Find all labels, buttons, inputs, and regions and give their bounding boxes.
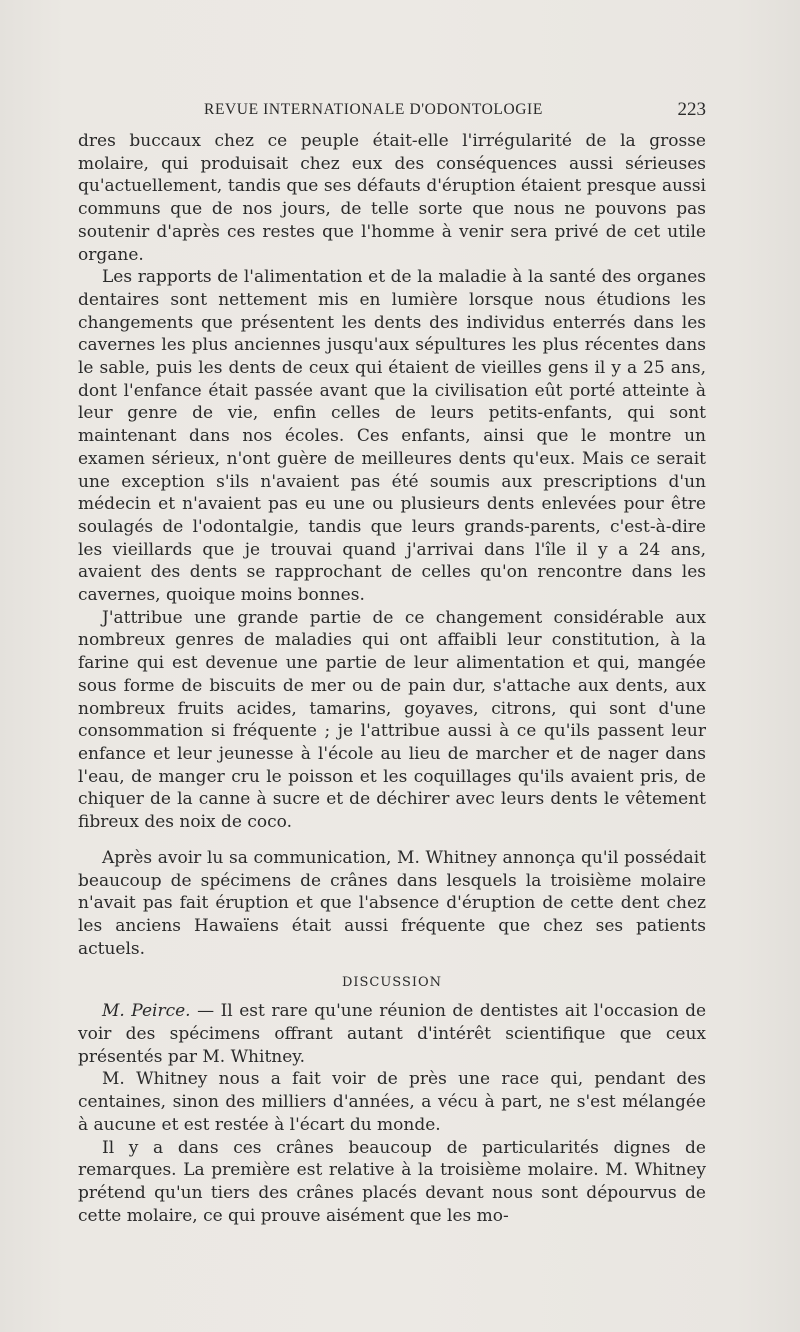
paragraph-continuation: dres buccaux chez ce peuple était-elle l'irrégularité de la grosse molaire, qui produisait chez eux des conséquences aussi sérieuses qu'actuellement, tandis que ses défauts d'éruption étaient presque aussi communs que de nos jours, de telle sorte que nous ne pouvons pas soutenir d'après ces restes que l'homme à venir sera privé de cet utile organe. bbox=[78, 131, 706, 265]
page-number: 223 bbox=[677, 99, 706, 120]
paragraph-alimentation: Les rapports de l'alimentation et de la maladie à la santé des organes dentaires sont nettement mis en lumière lorsque nous étudions les changements que présentent les dents des individus enterrés dans les cavernes les plus anciennes jusqu'aux sépultures les plus récentes dans le sable, puis les dents de ceux qui étaient de vieilles gens il y a 25 ans, dont l'enfance était passée avant que la civilisation eût porté atteinte à leur genre de vie, enfin celles de leurs petits-enfants, qui sont maintenant dans nos écoles. Ces enfants, ainsi que le montre un examen sérieux, n'ont guère de meilleures dents qu'eux. Mais ce serait une exception s'ils n'avaient pas été soumis aux prescriptions d'un médecin et n'avaient pas eu une ou plusieurs dents enlevées pour être soulagés de l'odontalgie, tandis que leurs grands-parents, c'est-à-dire les vieillards que je trouvai quand j'arrivai dans l'île il y a 24 ans, avaient des dents se rapprochant de celles qu'on rencontre dans les cavernes, quoique moins bonnes. bbox=[78, 267, 706, 606]
paragraph-peirce bbox=[78, 1000, 706, 1068]
running-head bbox=[78, 101, 706, 127]
speaker-text: — Il est rare qu'une réunion de dentistes ait l'occasion de voir des spécimens offrant autant d'intérêt scientifique que ceux présentés par M. Whitney. bbox=[78, 1001, 707, 1067]
section-heading: DISCUSSION bbox=[341, 975, 443, 991]
running-title: REVUE INTERNATIONALE D'ODONTOLOGIE bbox=[204, 101, 543, 118]
paragraph-particularites: Il y a dans ces crânes beaucoup de particularités dignes de remarques. La première est relative à la troisième molaire. M. Whitney prétend qu'un tiers des crânes placés devant nous sont dépourvus de cette molaire, ce qui prouve aisément que les mo- bbox=[78, 1137, 706, 1226]
paragraph-changement: J'attribue une grande partie de ce changement considérable aux nombreux genres de maladies qui ont affaibli leur constitution, à la farine qui est devenue une partie de leur alimentation et qui, mangée sous forme de biscuits de mer ou de pain dur, s'attache aux dents, aux nombreux fruits acides, tamarins, goyaves, citrons, qui sont d'une consommation si fréquente ; je l'attribue aussi à ce qu'ils passent leur enfance et leur jeunesse à l'école au lieu de marcher et de nager dans l'eau, de manger cru le poisson et les coquillages qu'ils avaient pris, de chiquer de la canne à sucre et de déchirer avec leurs dents le vêtement fibreux des noix de coco. bbox=[78, 607, 706, 833]
speaker-name: M. Peirce. bbox=[102, 1001, 191, 1022]
body-text bbox=[78, 130, 706, 1227]
paragraph-race: M. Whitney nous a fait voir de près une race qui, pendant des centaines, sinon des milliers d'années, a vécu à part, ne s'est mélangée à aucune et est restée à l'écart du monde. bbox=[78, 1069, 706, 1135]
paragraph-communication: Après avoir lu sa communication, M. Whitney annonça qu'il possédait beaucoup de spécimens de crânes dans lesquels la troisième molaire n'avait pas fait éruption et que l'absence d'éruption de cette dent chez les anciens Hawaïens était aussi fréquente que chez ses patients actuels. bbox=[78, 847, 706, 959]
